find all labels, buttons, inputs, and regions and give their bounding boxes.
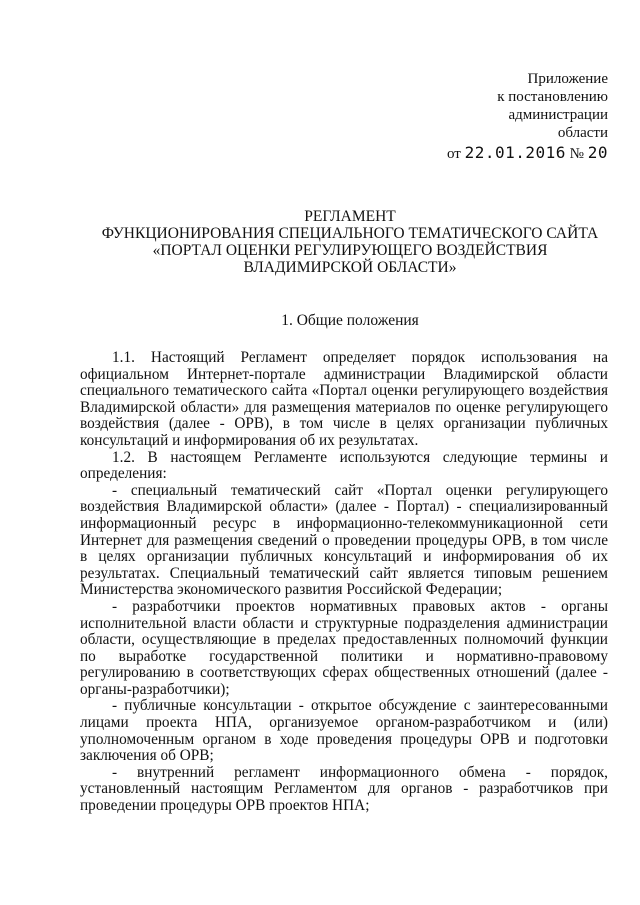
section-heading: 1. Общие положения bbox=[281, 312, 419, 329]
appendix-line-3: администрации bbox=[508, 107, 608, 123]
paragraph: - публичные консультации - открытое обсуждение с заинтересованными лицами проекта НПА, организуемое органом-разработчиком и (или) уполномоченным органом в ходе проведения процедуры ОРВ и подготовки заключения об ОРВ; bbox=[80, 697, 608, 765]
title-line-4: ВЛАДИМИРСКОЙ ОБЛАСТИ» bbox=[243, 259, 457, 276]
title-line-1: РЕГЛАМЕНТ bbox=[304, 208, 396, 225]
title-line-2: ФУНКЦИОНИРОВАНИЯ СПЕЦИАЛЬНОГО ТЕМАТИЧЕСКОГО САЙТА bbox=[101, 225, 599, 242]
paragraph: - разработчики проектов нормативных правовых актов - органы исполнительной власти области и структурные подразделения администрации области, осуществляющие в пределах предоставленных полномочий функции по выработке государственной политики и нормативно-правовому регулированию в соответствующих сферах общественных отношений (далее - органы-разработчики); bbox=[80, 597, 608, 698]
paragraph: - внутренний регламент информационного обмена - порядок, установленный настоящим Регламентом для органов - разработчиков при проведении процедуры ОРВ проектов НПА; bbox=[80, 763, 608, 815]
paragraph: 1.2. В настоящем Регламенте используются следующие термины и определения: bbox=[80, 448, 608, 483]
appendix-line-2: к постановлению bbox=[497, 89, 608, 105]
number-value: 20 bbox=[587, 143, 608, 162]
appendix-block bbox=[447, 70, 608, 163]
paragraph: 1.1. Настоящий Регламент определяет порядок использования на официальном Интернет-портале администрации Владимирской области специального тематического сайта «Портал оценки регулирующего воздействия Владимирской области» для размещения материалов по оценке регулирующего воздействия (далее - ОРВ), в том числе в целях организации публичных консультаций и информирования об их результатах. bbox=[80, 349, 608, 449]
document-body bbox=[80, 350, 608, 815]
appendix-line-1: Приложение bbox=[527, 71, 608, 87]
paragraph: - специальный тематический сайт «Портал оценки регулирующего воздействия Владимирской области» (далее - Портал) - специализированный информационный ресурс в информационно-телекоммуникационной сети Интернет для размещения сведений о проведении процедуры ОРВ, в том числе в целях организации публичных консультаций и информирования об их результатах. Специальный тематический сайт является типовым решением Министерства экономического развития Российской Федерации; bbox=[80, 481, 608, 599]
appendix-dateline bbox=[447, 144, 608, 163]
date-value: 22.01.2016 bbox=[464, 143, 566, 162]
number-prefix: № bbox=[569, 146, 584, 162]
appendix-line-4: области bbox=[557, 125, 608, 141]
title-line-3: «ПОРТАЛ ОЦЕНКИ РЕГУЛИРУЮЩЕГО ВОЗДЕЙСТВИЯ bbox=[152, 242, 548, 259]
document-title bbox=[80, 208, 620, 276]
date-prefix: от bbox=[446, 146, 461, 162]
